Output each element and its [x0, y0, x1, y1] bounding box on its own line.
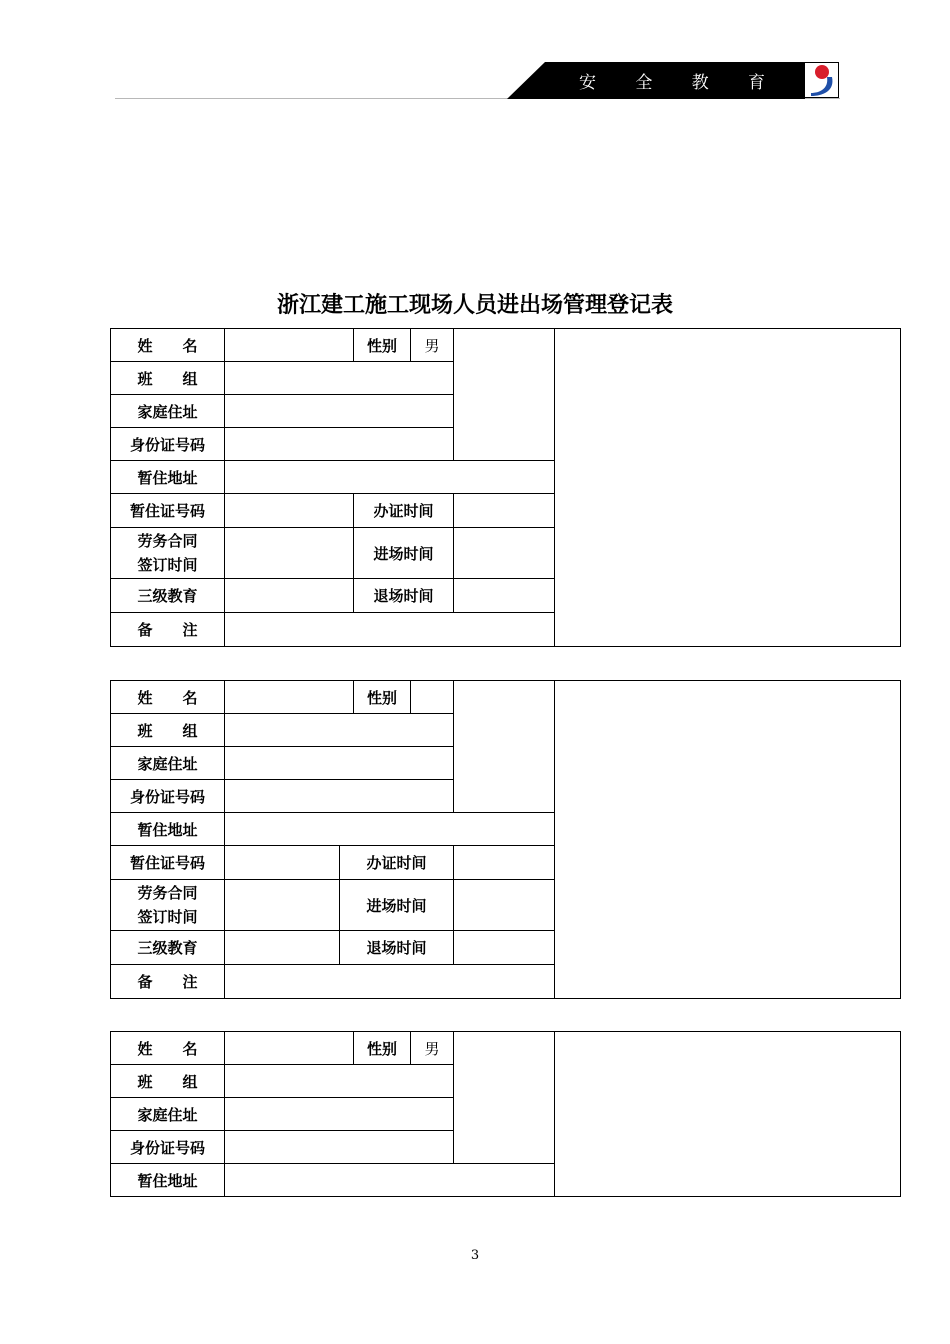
field-exit-time[interactable] [454, 579, 555, 613]
field-issue-time[interactable] [454, 846, 555, 880]
registration-form-2 [110, 680, 901, 999]
photo-box [454, 329, 555, 461]
field-home-address[interactable] [225, 395, 454, 428]
logo-blue-swoosh [811, 77, 832, 96]
label-id-number: 身份证号码 [111, 780, 225, 813]
label-education: 三级教育 [111, 579, 225, 613]
field-temp-address[interactable] [225, 1164, 555, 1197]
field-remarks[interactable] [225, 965, 555, 999]
label-contract-line2: 签订时间 [137, 556, 198, 574]
photo-box [454, 1032, 555, 1164]
header-char: 全 [635, 73, 653, 93]
field-entry-time[interactable] [454, 528, 555, 579]
field-team[interactable] [225, 1065, 454, 1098]
label-home-address: 家庭住址 [111, 747, 225, 780]
field-exit-time[interactable] [454, 931, 555, 965]
field-id-number[interactable] [225, 428, 454, 461]
label-issue-time: 办证时间 [340, 846, 454, 880]
label-team: 班 组 [111, 362, 225, 395]
field-id-number[interactable] [225, 780, 454, 813]
label-team: 班 组 [111, 714, 225, 747]
notes-area [555, 1032, 901, 1197]
label-id-number: 身份证号码 [111, 428, 225, 461]
field-name[interactable] [225, 1032, 354, 1065]
field-gender[interactable] [411, 681, 454, 714]
label-gender: 性别 [354, 681, 411, 714]
notes-area [555, 681, 901, 999]
field-remarks[interactable] [225, 613, 555, 647]
label-remarks: 备 注 [111, 965, 225, 999]
label-home-address: 家庭住址 [111, 1098, 225, 1131]
label-contract-time [111, 528, 225, 579]
field-temp-address[interactable] [225, 461, 555, 494]
label-exit-time: 退场时间 [354, 579, 454, 613]
label-temp-address: 暂住地址 [111, 813, 225, 846]
field-education[interactable] [225, 579, 354, 613]
header-char: 安 [579, 73, 596, 93]
label-contract-line1: 劳务合同 [137, 532, 198, 550]
field-team[interactable] [225, 714, 454, 747]
field-home-address[interactable] [225, 1098, 454, 1131]
label-entry-time: 进场时间 [340, 880, 454, 931]
header-char: 育 [747, 73, 765, 93]
label-contract-time [111, 880, 225, 931]
field-temp-address[interactable] [225, 813, 555, 846]
field-contract-time[interactable] [225, 528, 354, 579]
field-entry-time[interactable] [454, 880, 555, 931]
label-contract-line1: 劳务合同 [137, 884, 198, 902]
field-home-address[interactable] [225, 747, 454, 780]
field-gender[interactable]: 男 [411, 329, 454, 362]
label-name: 姓 名 [111, 681, 225, 714]
label-gender: 性别 [354, 1032, 411, 1065]
field-name[interactable] [225, 329, 354, 362]
logo-red-dot [815, 65, 829, 79]
label-id-number: 身份证号码 [111, 1131, 225, 1164]
label-contract-line2: 签订时间 [137, 908, 198, 926]
label-remarks: 备 注 [111, 613, 225, 647]
label-temp-permit: 暂住证号码 [111, 846, 225, 880]
label-temp-permit: 暂住证号码 [111, 494, 225, 528]
label-education: 三级教育 [111, 931, 225, 965]
label-temp-address: 暂住地址 [111, 1164, 225, 1197]
field-id-number[interactable] [225, 1131, 454, 1164]
field-education[interactable] [225, 931, 340, 965]
label-name: 姓 名 [111, 1032, 225, 1065]
label-team: 班 组 [111, 1065, 225, 1098]
registration-form-3 [110, 1031, 901, 1197]
label-home-address: 家庭住址 [111, 395, 225, 428]
page-number: 3 [470, 1248, 480, 1263]
company-logo-icon [804, 62, 839, 98]
field-gender[interactable]: 男 [411, 1032, 454, 1065]
notes-area [555, 329, 901, 647]
field-name[interactable] [225, 681, 354, 714]
photo-box [454, 681, 555, 813]
label-temp-address: 暂住地址 [111, 461, 225, 494]
field-temp-permit[interactable] [225, 494, 354, 528]
field-contract-time[interactable] [225, 880, 340, 931]
label-exit-time: 退场时间 [340, 931, 454, 965]
label-issue-time: 办证时间 [354, 494, 454, 528]
field-team[interactable] [225, 362, 454, 395]
label-entry-time: 进场时间 [354, 528, 454, 579]
header-char: 教 [691, 73, 709, 93]
field-issue-time[interactable] [454, 494, 555, 528]
label-name: 姓 名 [111, 329, 225, 362]
label-gender: 性别 [354, 329, 411, 362]
registration-form-1 [110, 328, 901, 647]
field-temp-permit[interactable] [225, 846, 340, 880]
document-title: 浙江建工施工现场人员进出场管理登记表 [276, 292, 673, 318]
header-title [557, 62, 787, 99]
